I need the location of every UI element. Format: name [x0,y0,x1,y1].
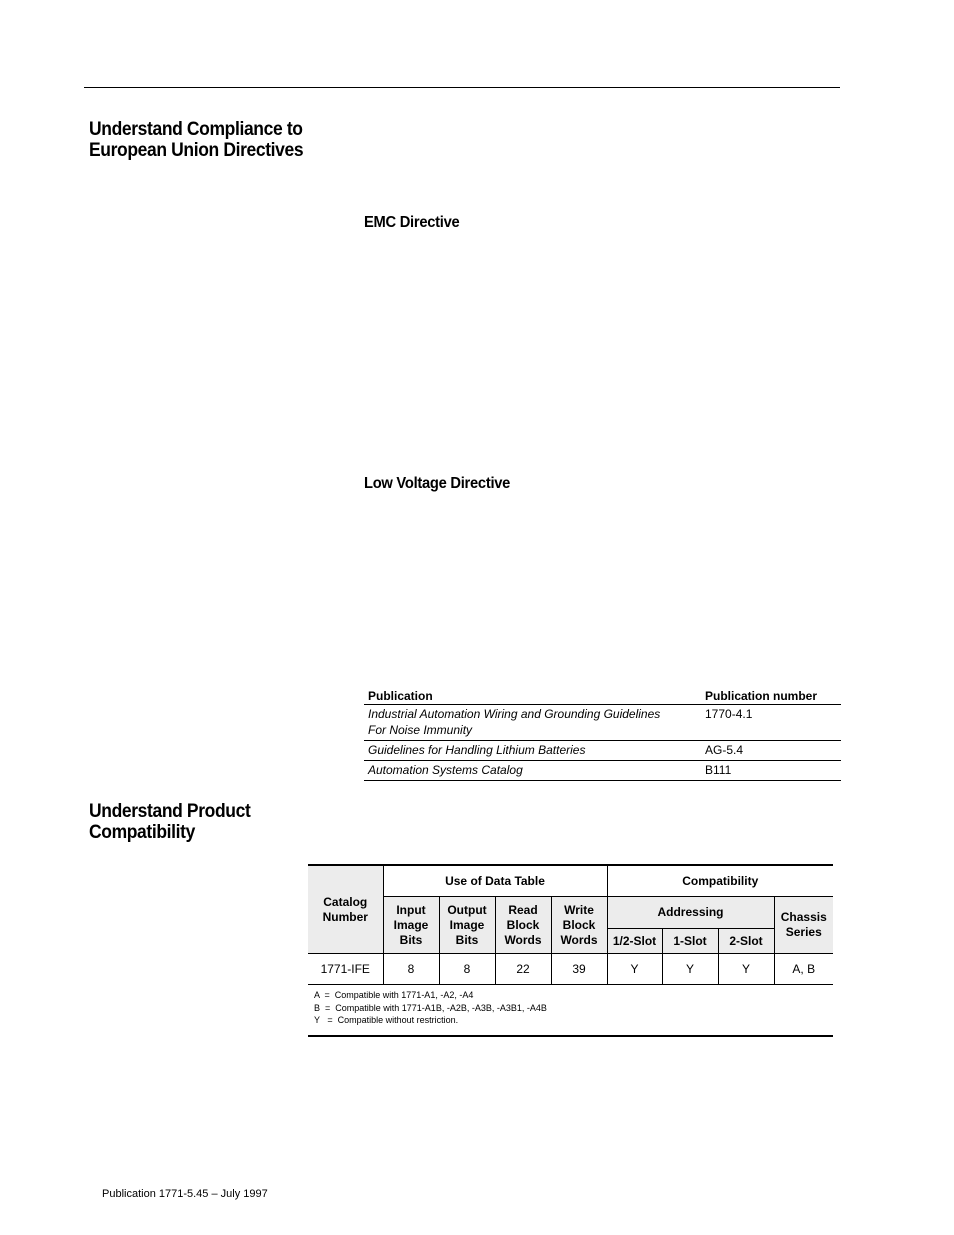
two-slot-header: 2-Slot [718,929,774,954]
header-line: Image [449,917,485,932]
compatibility-table [308,864,833,1037]
output-image-bits-header [439,897,495,954]
table-notes [308,985,833,1036]
header-line: Write [564,902,594,917]
top-rule [84,87,840,88]
addressing-header: Addressing [607,897,774,929]
publication-table [364,686,841,781]
header-line: Chassis [780,910,827,924]
compatibility-heading-line1: Understand Product [89,801,251,822]
header-line: Input [396,902,426,917]
header-line: Words [560,932,598,947]
publication-number: 1770-4.1 [701,705,841,741]
note-line: B = Compatible with 1771-A1B, -A2B, -A3B, -A3B1, -A4B [314,1002,547,1013]
header-line: Bits [399,932,423,947]
note-line: A = Compatible with 1771-A1, -A2, -A4 [314,990,474,1000]
note-line: Y = Compatible without restriction. [314,1015,459,1025]
compliance-heading-line2: European Union Directives [89,140,304,161]
publication-number: AG-5.4 [701,741,841,761]
publication-number: B111 [701,761,841,781]
one-slot-cell: Y [662,954,718,985]
publication-title: Guidelines for Handling Lithium Batteries [364,741,701,761]
write-words-cell: 39 [551,954,607,985]
compatibility-heading [89,801,250,843]
chassis-series-header [774,897,833,954]
header-line: Series [785,925,822,939]
compatibility-header: Compatibility [607,865,833,897]
header-line: Words [504,932,542,947]
header-line: Output [447,902,487,917]
publication-number-header: Publication number [701,686,841,705]
publication-footer: Publication 1771-5.45 – July 1997 [102,1188,268,1200]
publication-title-line: For Noise Immunity [368,723,473,737]
two-slot-cell: Y [718,954,774,985]
publication-title-line: Industrial Automation Wiring and Grounding Guidelines [368,707,661,721]
publication-row [364,761,841,781]
table-row [308,954,833,985]
publication-row [364,705,841,741]
publication-row [364,741,841,761]
half-slot-cell: Y [607,954,662,985]
input-bits-cell: 8 [383,954,439,985]
one-slot-header: 1-Slot [662,929,718,954]
low-voltage-directive-heading: Low Voltage Directive [364,475,511,492]
catalog-number-header [308,865,383,954]
header-line: Catalog [323,894,368,909]
publication-table-header [364,686,841,705]
catalog-cell: 1771-IFE [308,954,383,985]
output-bits-cell: 8 [439,954,495,985]
input-image-bits-header [383,897,439,954]
publication-title [364,705,701,741]
half-slot-header: 1/2-Slot [607,929,662,954]
publication-title: Automation Systems Catalog [364,761,701,781]
compatibility-heading-line2: Compatibility [89,822,195,843]
emc-directive-heading: EMC Directive [364,214,460,231]
use-of-data-table-header: Use of Data Table [383,865,607,897]
read-words-cell: 22 [495,954,551,985]
write-block-words-header [551,897,607,954]
header-line: Block [506,917,540,932]
compliance-heading [89,119,303,161]
header-line: Image [393,917,429,932]
publication-header: Publication [364,686,701,705]
compliance-heading-line1: Understand Compliance to [89,119,303,140]
header-line: Number [322,909,368,924]
header-line: Read [508,902,538,917]
header-line: Block [562,917,596,932]
read-block-words-header [495,897,551,954]
chassis-series-cell: A, B [774,954,833,985]
header-line: Bits [455,932,479,947]
